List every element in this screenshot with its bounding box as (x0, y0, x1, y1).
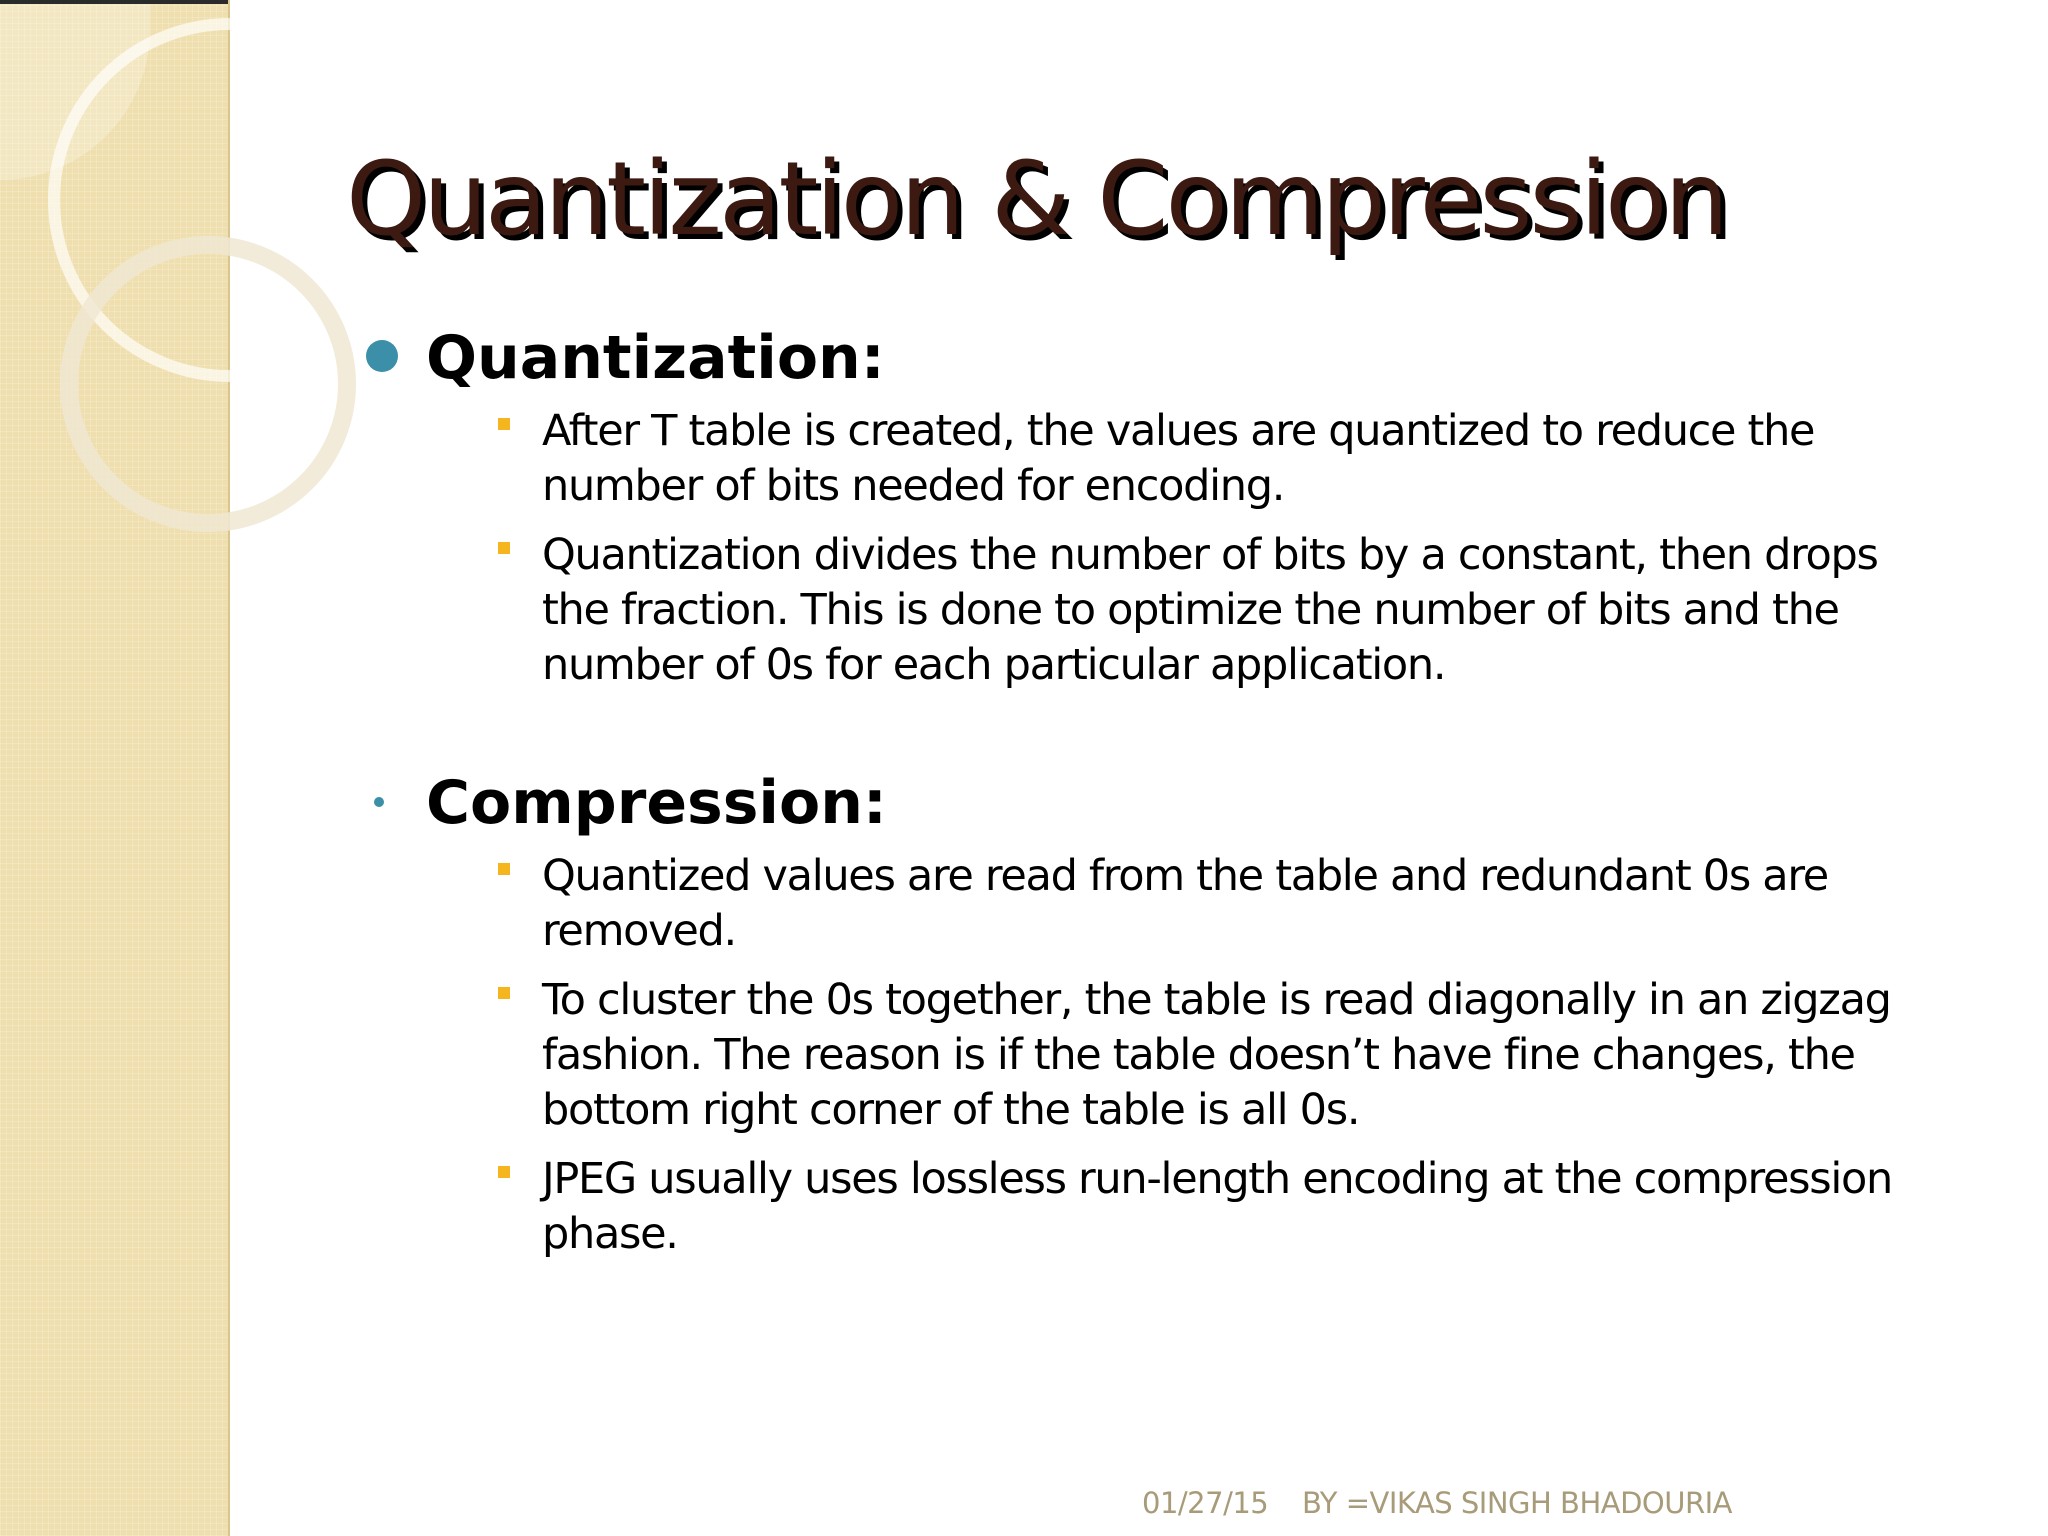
footer-author: BY =VIKAS SINGH BHADOURIA (1302, 1486, 1733, 1520)
list-item-text: To cluster the 0s together, the table is read diagonally in an zigzag fashion. The reason is if the table doesn’t have fine changes, the bottom right corner of the table is all 0s. (542, 975, 1891, 1135)
section-heading-text: Quantization: (426, 323, 885, 393)
section-heading-text: Compression: (426, 768, 887, 838)
square-bullet-icon (498, 987, 510, 999)
bullet-list (360, 849, 1920, 1262)
section-heading (360, 763, 1920, 843)
list-item (360, 528, 1920, 693)
section-heading (360, 318, 1920, 398)
section-quantization (360, 318, 1920, 693)
slide-footer (0, 1486, 2048, 1526)
decorative-top-line (0, 0, 228, 4)
section-compression (360, 763, 1920, 1262)
decorative-side-band (0, 0, 230, 1536)
circle-bullet-icon (374, 797, 384, 807)
list-item-text: Quantization divides the number of bits by a constant, then drops the fraction. This is done to optimize the number of bits and the number of 0s for each particular application. (542, 530, 1878, 690)
decorative-ring-small (60, 236, 356, 532)
circle-bullet-icon (366, 340, 398, 372)
list-item-text: JPEG usually uses lossless run-length encoding at the compression phase. (542, 1154, 1892, 1259)
footer-date: 01/27/15 (1142, 1486, 1269, 1520)
list-item (360, 973, 1920, 1138)
slide-content (360, 318, 1920, 1276)
square-bullet-icon (498, 863, 510, 875)
square-bullet-icon (498, 542, 510, 554)
bullet-list (360, 404, 1920, 693)
square-bullet-icon (498, 418, 510, 430)
list-item (360, 404, 1920, 514)
list-item-text: After T table is created, the values are quantized to reduce the number of bits needed for encoding. (542, 406, 1815, 511)
list-item-text: Quantized values are read from the table and redundant 0s are removed. (542, 851, 1828, 956)
square-bullet-icon (498, 1166, 510, 1178)
list-item (360, 1152, 1920, 1262)
slide-title: Quantization & Compression (346, 140, 1727, 259)
list-item (360, 849, 1920, 959)
